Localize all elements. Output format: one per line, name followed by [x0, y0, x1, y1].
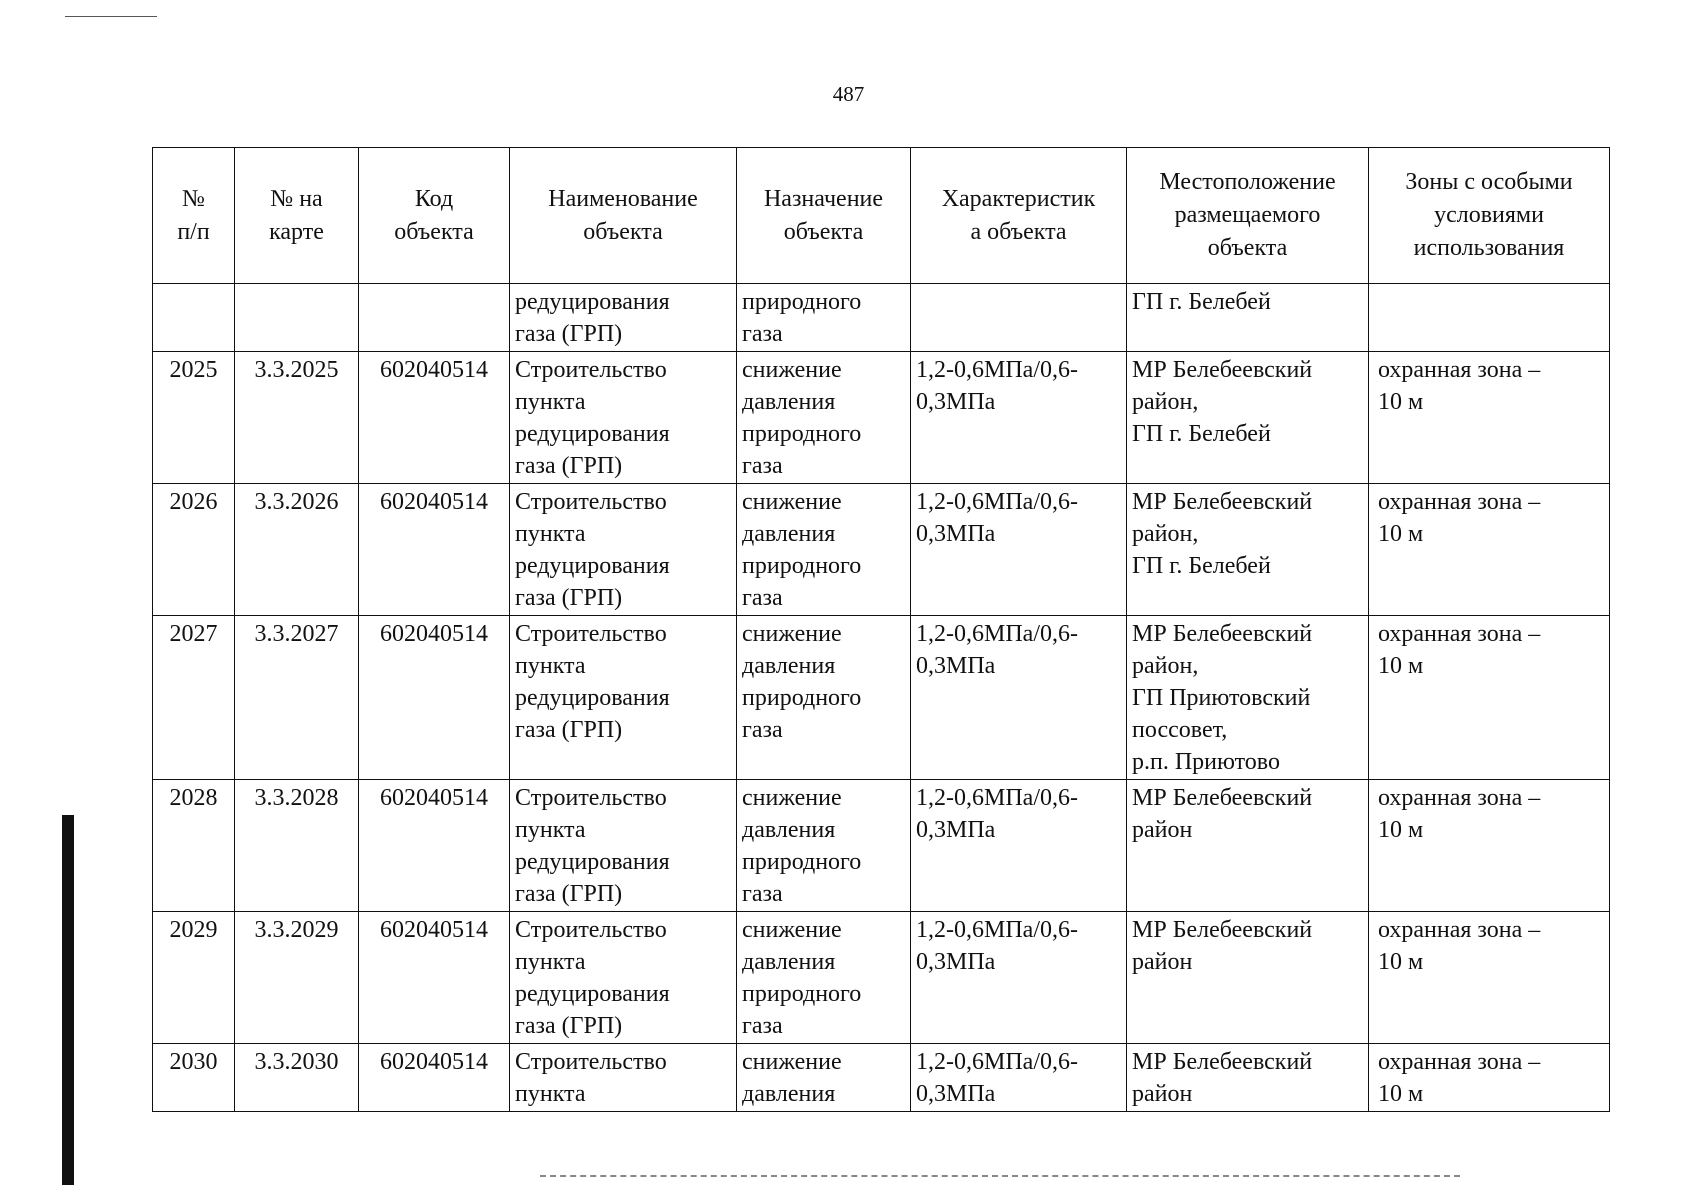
cell-map-number: 3.3.2030: [235, 1044, 359, 1112]
page-number: 487: [832, 82, 865, 106]
cell-object-name: редуцирования газа (ГРП): [510, 284, 737, 352]
cell-object-name: Строительство пункта: [510, 1044, 737, 1112]
cell-object-purpose: снижение давления природного газа: [737, 352, 911, 484]
table-row: [153, 616, 1610, 780]
cell-object-name: Строительство пункта редуцирования газа (ГРП): [510, 912, 737, 1044]
cell-number: 2026: [153, 484, 235, 616]
table-header-row: [153, 148, 1610, 284]
cell-object-characteristic: 1,2-0,6МПа/0,6- 0,3МПа: [911, 616, 1127, 780]
bottom-rule: [540, 1175, 1460, 1177]
objects-table: [152, 147, 1610, 1112]
cell-object-location: МР Белебеевский район: [1127, 780, 1369, 912]
table-row: [153, 912, 1610, 1044]
cell-object-location: МР Белебеевский район, ГП г. Белебей: [1127, 484, 1369, 616]
header-map-number: № на карте: [235, 148, 359, 284]
cell-object-characteristic: [911, 284, 1127, 352]
cell-object-location: МР Белебеевский район: [1127, 1044, 1369, 1112]
cell-object-purpose: снижение давления природного газа: [737, 616, 911, 780]
cell-special-zone: охранная зона – 10 м: [1369, 352, 1610, 484]
cell-map-number: 3.3.2027: [235, 616, 359, 780]
cell-object-code: 602040514: [359, 780, 510, 912]
header-special-zones: Зоны с особыми условиями использования: [1369, 148, 1610, 284]
cell-number: 2029: [153, 912, 235, 1044]
header-object-characteristic: Характеристик а объекта: [911, 148, 1127, 284]
header-object-location: Местоположение размещаемого объекта: [1127, 148, 1369, 284]
cell-object-characteristic: 1,2-0,6МПа/0,6- 0,3МПа: [911, 780, 1127, 912]
header-object-purpose: Назначение объекта: [737, 148, 911, 284]
table-row: [153, 484, 1610, 616]
scan-edge-mark: [62, 815, 74, 1185]
cell-object-code: 602040514: [359, 1044, 510, 1112]
cell-map-number: 3.3.2029: [235, 912, 359, 1044]
cell-object-location: МР Белебеевский район: [1127, 912, 1369, 1044]
cell-object-name: Строительство пункта редуцирования газа (ГРП): [510, 484, 737, 616]
header-object-name: Наименование объекта: [510, 148, 737, 284]
cell-object-name: Строительство пункта редуцирования газа (ГРП): [510, 616, 737, 780]
cell-special-zone: охранная зона – 10 м: [1369, 780, 1610, 912]
cell-special-zone: охранная зона – 10 м: [1369, 1044, 1610, 1112]
cell-object-code: 602040514: [359, 616, 510, 780]
cell-object-code: 602040514: [359, 912, 510, 1044]
cell-map-number: [235, 284, 359, 352]
cell-map-number: 3.3.2028: [235, 780, 359, 912]
table-row: [153, 352, 1610, 484]
cell-number: 2025: [153, 352, 235, 484]
cell-object-code: 602040514: [359, 484, 510, 616]
table-row: [153, 780, 1610, 912]
header-object-code: Код объекта: [359, 148, 510, 284]
cell-map-number: 3.3.2026: [235, 484, 359, 616]
cell-object-purpose: снижение давления природного газа: [737, 780, 911, 912]
cell-number: 2028: [153, 780, 235, 912]
top-rule: [65, 16, 157, 17]
cell-object-characteristic: 1,2-0,6МПа/0,6- 0,3МПа: [911, 352, 1127, 484]
cell-special-zone: охранная зона – 10 м: [1369, 484, 1610, 616]
cell-object-purpose: снижение давления природного газа: [737, 912, 911, 1044]
cell-object-purpose: снижение давления природного газа: [737, 484, 911, 616]
header-number: № п/п: [153, 148, 235, 284]
cell-object-characteristic: 1,2-0,6МПа/0,6- 0,3МПа: [911, 484, 1127, 616]
cell-special-zone: охранная зона – 10 м: [1369, 616, 1610, 780]
cell-object-purpose: природного газа: [737, 284, 911, 352]
cell-object-characteristic: 1,2-0,6МПа/0,6- 0,3МПа: [911, 912, 1127, 1044]
table-row-continuation: [153, 284, 1610, 352]
cell-object-name: Строительство пункта редуцирования газа (ГРП): [510, 352, 737, 484]
cell-object-purpose: снижение давления: [737, 1044, 911, 1112]
cell-object-characteristic: 1,2-0,6МПа/0,6- 0,3МПа: [911, 1044, 1127, 1112]
cell-object-location: МР Белебеевский район, ГП г. Белебей: [1127, 352, 1369, 484]
cell-object-location: ГП г. Белебей: [1127, 284, 1369, 352]
cell-object-location: МР Белебеевский район, ГП Приютовский поссовет, р.п. Приютово: [1127, 616, 1369, 780]
cell-map-number: 3.3.2025: [235, 352, 359, 484]
cell-object-name: Строительство пункта редуцирования газа (ГРП): [510, 780, 737, 912]
cell-number: 2027: [153, 616, 235, 780]
cell-special-zone: охранная зона – 10 м: [1369, 912, 1610, 1044]
cell-number: 2030: [153, 1044, 235, 1112]
table-row: [153, 1044, 1610, 1112]
cell-object-code: 602040514: [359, 352, 510, 484]
cell-number: [153, 284, 235, 352]
cell-special-zone: [1369, 284, 1610, 352]
cell-object-code: [359, 284, 510, 352]
